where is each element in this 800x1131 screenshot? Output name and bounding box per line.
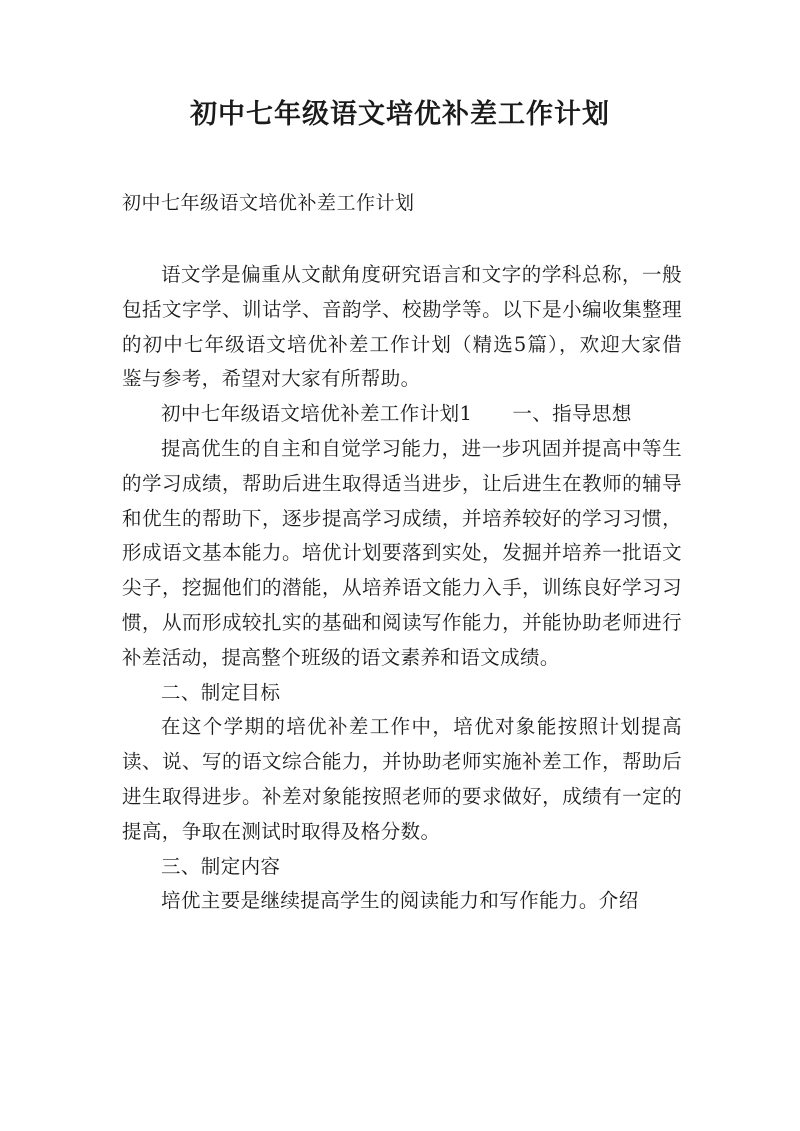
plan-heading-line	[122, 397, 682, 432]
section2-paragraph: 在这个学期的培优补差工作中，培优对象能按照计划提高读、说、写的语文综合能力，并协助老师实施补差工作，帮助后进生取得进步。补差对象能按照老师的要求做好，成绩有一定的提高，争取在测试时取得及格分数。	[122, 715, 682, 843]
section3-heading: 三、制定内容	[161, 854, 281, 878]
document-title: 初中七年级语文培优补差工作计划	[190, 99, 610, 130]
section1-paragraph: 提高优生的自主和自觉学习能力，进一步巩固并提高中等生的学习成绩，帮助后进生取得适当进步，让后进生在教师的辅导和优生的帮助下，逐步提高学习成绩，并培养较好的学习习惯，形成语文基本能力。培优计划要落到实处，发掘并培养一批语文尖子，挖掘他们的潜能，从培养语文能力入手，训练良好学习习惯，从而形成较扎实的基础和阅读写作能力，并能协助老师进行补差活动，提高整个班级的语文素养和语文成绩。	[122, 436, 682, 669]
section2-heading: 二、制定目标	[161, 680, 281, 704]
section3-paragraph: 培优主要是继续提高学生的阅读能力和写作能力。介绍	[161, 889, 639, 913]
plan-heading: 初中七年级语文培优补差工作计划1	[161, 402, 473, 426]
section1-heading: 一、指导思想	[512, 402, 632, 426]
intro-paragraph: 语文学是偏重从文献角度研究语言和文字的学科总称，一般包括文字学、训诂学、音韵学、校勘学等。以下是小编收集整理的初中七年级语文培优补差工作计划（精选5篇），欢迎大家借鉴与参考，希望对大家有所帮助。	[122, 263, 682, 391]
document-subtitle: 初中七年级语文培优补差工作计划	[122, 192, 415, 214]
document-body	[122, 258, 682, 919]
